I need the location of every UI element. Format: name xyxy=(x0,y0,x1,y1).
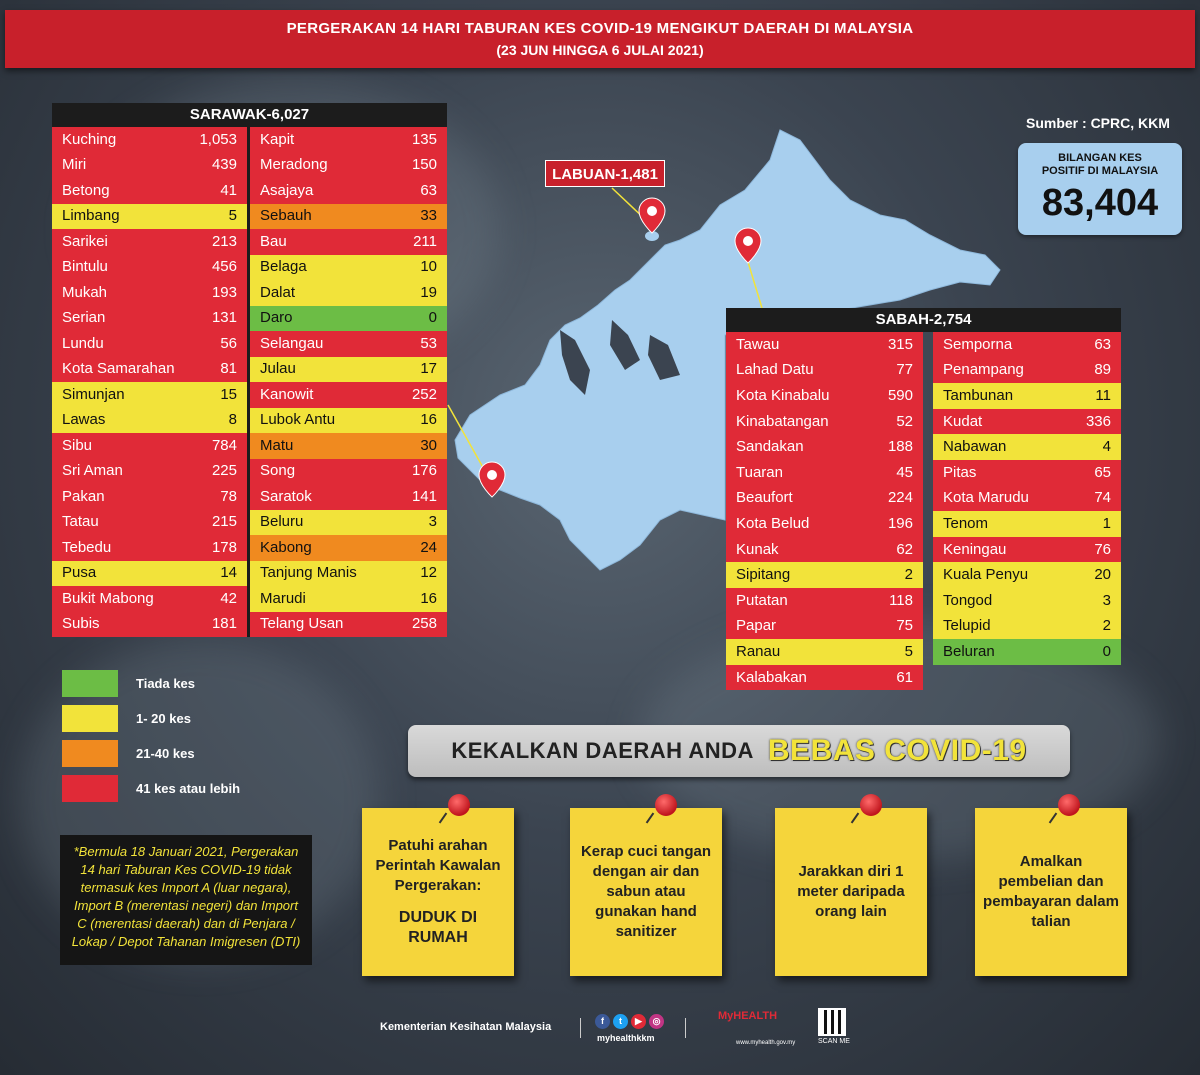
district-row xyxy=(726,460,923,486)
district-cases: 213 xyxy=(211,232,237,250)
sarawak-table xyxy=(52,103,447,637)
district-cases: 17 xyxy=(420,360,437,378)
district-cases: 150 xyxy=(411,156,437,174)
district-cases: 62 xyxy=(896,540,913,558)
district-row xyxy=(933,409,1121,435)
district-name: Tatau xyxy=(62,513,99,531)
district-cases: 11 xyxy=(1095,386,1111,404)
district-cases: 258 xyxy=(411,615,437,633)
district-name: Kuala Penyu xyxy=(943,566,1029,584)
district-row xyxy=(933,486,1121,512)
sarawak-pin-icon xyxy=(479,462,505,497)
district-row xyxy=(726,562,923,588)
legend-swatch xyxy=(62,705,118,732)
district-cases: 784 xyxy=(211,436,237,454)
district-name: Beluran xyxy=(943,642,995,660)
district-cases: 89 xyxy=(1094,361,1111,379)
district-cases: 2 xyxy=(904,566,913,584)
district-cases: 53 xyxy=(420,334,437,352)
district-cases: 456 xyxy=(211,258,237,276)
district-cases: 336 xyxy=(1085,412,1111,430)
district-cases: 14 xyxy=(220,564,237,582)
labuan-pin-icon xyxy=(639,198,665,233)
total-cases-box xyxy=(1018,143,1182,235)
district-cases: 78 xyxy=(220,487,237,505)
district-cases: 211 xyxy=(413,232,437,250)
footnote: *Bermula 18 Januari 2021, Pergerakan 14 hari Taburan Kes COVID-19 tidak termasuk kes Import A (luar negara), Import B (merentasi negeri) dan Import C (merentasi daerah) dan di Penjara / Lokap / Depot Tahanan Imigresen (DTI) xyxy=(60,835,312,965)
district-row xyxy=(250,357,447,383)
district-cases: 45 xyxy=(896,463,913,481)
district-name: Tebedu xyxy=(62,538,112,556)
district-cases: 196 xyxy=(887,514,913,532)
district-name: Pitas xyxy=(943,463,977,481)
district-name: Sri Aman xyxy=(62,462,123,480)
district-cases: 315 xyxy=(887,335,913,353)
district-cases: 56 xyxy=(220,334,237,352)
district-row xyxy=(933,537,1121,563)
district-cases: 176 xyxy=(411,462,437,480)
source-text: Sumber : CPRC, KKM xyxy=(1026,115,1170,131)
district-cases: 42 xyxy=(220,589,237,607)
website-text: www.myhealth.gov.my xyxy=(736,1040,796,1046)
district-row xyxy=(52,153,247,179)
instagram-icon[interactable]: ◎ xyxy=(649,1014,664,1029)
sarawak-column-left xyxy=(52,127,247,637)
district-name: Kota Belud xyxy=(736,514,810,532)
district-name: Mukah xyxy=(62,283,108,301)
district-cases: 118 xyxy=(889,591,913,609)
district-row xyxy=(250,153,447,179)
district-row xyxy=(933,562,1121,588)
district-cases: 131 xyxy=(211,309,237,327)
district-name: Daro xyxy=(260,309,293,327)
district-row xyxy=(52,280,247,306)
district-cases: 5 xyxy=(228,207,237,225)
sticky-note-1: Patuhi arahan Perintah Kawalan Pergerakan: DUDUK DI RUMAH xyxy=(362,808,514,976)
district-name: Nabawan xyxy=(943,438,1007,456)
district-name: Sipitang xyxy=(736,566,791,584)
sticky-note-2: Kerap cuci tangan dengan air dan sabun atau gunakan hand sanitizer xyxy=(570,808,722,976)
sabah-column-left xyxy=(726,332,923,690)
district-row xyxy=(726,537,923,563)
district-row xyxy=(726,332,923,358)
district-name: Julau xyxy=(260,360,296,378)
district-cases: 24 xyxy=(420,538,437,556)
district-name: Kuching xyxy=(62,130,117,148)
ministry-name: Kementerian Kesihatan Malaysia xyxy=(380,1021,552,1033)
district-name: Matu xyxy=(260,436,294,454)
district-row xyxy=(250,306,447,332)
district-cases: 224 xyxy=(887,489,913,507)
district-row xyxy=(250,484,447,510)
district-row xyxy=(933,332,1121,358)
myhealth-logo: MyHEALTH xyxy=(718,1010,778,1022)
district-row xyxy=(250,280,447,306)
district-name: Kinabatangan xyxy=(736,412,829,430)
district-name: Putatan xyxy=(736,591,788,609)
district-cases: 215 xyxy=(211,513,237,531)
sticky-note-4: Amalkan pembelian dan pembayaran dalam talian xyxy=(975,808,1127,976)
district-row xyxy=(933,614,1121,640)
district-cases: 12 xyxy=(420,564,437,582)
district-row xyxy=(52,306,247,332)
district-name: Semporna xyxy=(943,335,1013,353)
district-name: Beluru xyxy=(260,513,304,531)
district-row xyxy=(250,204,447,230)
district-row xyxy=(250,382,447,408)
district-row xyxy=(726,588,923,614)
district-cases: 63 xyxy=(420,181,437,199)
district-row xyxy=(52,357,247,383)
district-cases: 0 xyxy=(1102,642,1111,660)
district-name: Pusa xyxy=(62,564,97,582)
district-row xyxy=(52,127,247,153)
sarawak-column-right xyxy=(247,127,447,637)
district-row xyxy=(250,127,447,153)
district-row xyxy=(52,229,247,255)
district-cases: 75 xyxy=(896,617,913,635)
district-name: Asajaya xyxy=(260,181,314,199)
district-name: Serian xyxy=(62,309,106,327)
sabah-title: SABAH-2,754 xyxy=(726,308,1121,332)
district-name: Lubok Antu xyxy=(260,411,336,429)
twitter-icon[interactable]: t xyxy=(613,1014,628,1029)
district-name: Meradong xyxy=(260,156,328,174)
legend-swatch xyxy=(62,775,118,802)
district-row xyxy=(52,484,247,510)
district-name: Kanowit xyxy=(260,385,314,403)
district-name: Dalat xyxy=(260,283,296,301)
district-cases: 16 xyxy=(420,411,437,429)
district-cases: 76 xyxy=(1094,540,1111,558)
district-row xyxy=(250,612,447,638)
district-row xyxy=(726,486,923,512)
district-row xyxy=(250,433,447,459)
district-row xyxy=(933,434,1121,460)
district-row xyxy=(250,459,447,485)
pushpin-icon xyxy=(655,794,677,816)
district-cases: 193 xyxy=(211,283,237,301)
district-cases: 81 xyxy=(220,360,237,378)
sabah-column-right xyxy=(923,332,1121,690)
facebook-icon[interactable]: f xyxy=(595,1014,610,1029)
legend xyxy=(62,666,240,806)
district-cases: 10 xyxy=(420,258,437,276)
district-cases: 65 xyxy=(1094,463,1111,481)
district-cases: 1 xyxy=(1102,514,1111,532)
district-name: Bintulu xyxy=(62,258,108,276)
district-name: Simunjan xyxy=(62,385,125,403)
district-name: Tanjung Manis xyxy=(260,564,357,582)
district-name: Sandakan xyxy=(736,438,804,456)
district-cases: 1,053 xyxy=(199,130,237,148)
district-name: Betong xyxy=(62,181,110,199)
district-name: Tenom xyxy=(943,514,989,532)
legend-item xyxy=(62,736,240,771)
social-handle: myhealthkkm xyxy=(597,1033,655,1043)
district-name: Telupid xyxy=(943,617,991,635)
district-cases: 188 xyxy=(887,438,913,456)
district-row xyxy=(52,510,247,536)
district-name: Kota Kinabalu xyxy=(736,386,830,404)
district-name: Selangau xyxy=(260,334,324,352)
district-row xyxy=(726,434,923,460)
district-name: Tongod xyxy=(943,591,993,609)
district-cases: 135 xyxy=(411,130,437,148)
district-row xyxy=(52,255,247,281)
district-row xyxy=(250,178,447,204)
district-name: Beaufort xyxy=(736,489,793,507)
district-cases: 20 xyxy=(1094,566,1111,584)
district-row xyxy=(52,178,247,204)
district-cases: 3 xyxy=(428,513,437,531)
qr-code-icon[interactable] xyxy=(818,1008,846,1036)
legend-label: 21-40 kes xyxy=(136,746,195,761)
district-name: Sebauh xyxy=(260,207,312,225)
district-cases: 8 xyxy=(228,411,237,429)
district-cases: 19 xyxy=(420,283,437,301)
qr-label: SCAN ME xyxy=(818,1038,850,1045)
pushpin-icon xyxy=(860,794,882,816)
district-row xyxy=(726,409,923,435)
district-name: Song xyxy=(260,462,296,480)
legend-item xyxy=(62,771,240,806)
page-subtitle: (23 JUN HINGGA 6 JULAI 2021) xyxy=(496,42,704,58)
district-cases: 2 xyxy=(1102,617,1111,635)
district-name: Keningau xyxy=(943,540,1007,558)
district-row xyxy=(52,433,247,459)
district-row xyxy=(933,639,1121,665)
district-cases: 3 xyxy=(1102,591,1111,609)
page-title: PERGERAKAN 14 HARI TABURAN KES COVID-19 MENGIKUT DAERAH DI MALAYSIA xyxy=(286,20,914,37)
total-cases-value: 83,404 xyxy=(1041,182,1159,224)
district-row xyxy=(52,459,247,485)
sarawak-title: SARAWAK-6,027 xyxy=(52,103,447,127)
district-name: Kota Samarahan xyxy=(62,360,175,378)
district-row xyxy=(726,665,923,691)
district-row xyxy=(52,331,247,357)
district-cases: 439 xyxy=(211,156,237,174)
district-name: Papar xyxy=(736,617,777,635)
district-row xyxy=(726,358,923,384)
district-name: Kapit xyxy=(260,130,295,148)
district-name: Kabong xyxy=(260,538,312,556)
divider xyxy=(580,1018,581,1038)
district-cases: 590 xyxy=(887,386,913,404)
slogan-banner xyxy=(408,725,1070,777)
district-row xyxy=(52,561,247,587)
district-row xyxy=(726,511,923,537)
district-name: Marudi xyxy=(260,589,306,607)
district-row xyxy=(250,561,447,587)
district-row xyxy=(250,408,447,434)
sabah-table xyxy=(726,308,1121,690)
district-name: Subis xyxy=(62,615,100,633)
district-cases: 63 xyxy=(1094,335,1111,353)
district-row xyxy=(52,535,247,561)
district-cases: 181 xyxy=(211,615,237,633)
pushpin-icon xyxy=(1058,794,1080,816)
district-cases: 30 xyxy=(420,436,437,454)
district-row xyxy=(250,535,447,561)
district-row xyxy=(250,510,447,536)
total-cases-label: BILANGAN KES POSITIF DI MALAYSIA xyxy=(1041,152,1159,177)
district-cases: 74 xyxy=(1094,489,1111,507)
legend-swatch xyxy=(62,740,118,767)
district-name: Sarikei xyxy=(62,232,108,250)
legend-item xyxy=(62,701,240,736)
district-cases: 0 xyxy=(428,309,437,327)
legend-item xyxy=(62,666,240,701)
legend-label: Tiada kes xyxy=(136,676,196,691)
district-row xyxy=(933,588,1121,614)
district-cases: 178 xyxy=(211,538,237,556)
district-name: Bau xyxy=(260,232,287,250)
district-cases: 5 xyxy=(904,642,913,660)
district-name: Lawas xyxy=(62,411,106,429)
labuan-label: LABUAN-1,481 xyxy=(545,160,665,187)
district-row xyxy=(250,331,447,357)
social-icons xyxy=(595,1014,664,1029)
legend-label: 1- 20 kes xyxy=(136,711,191,726)
district-cases: 252 xyxy=(411,385,437,403)
district-name: Telang Usan xyxy=(260,615,344,633)
district-row xyxy=(933,511,1121,537)
district-row xyxy=(933,358,1121,384)
district-name: Sibu xyxy=(62,436,93,454)
district-name: Kudat xyxy=(943,412,983,430)
district-row xyxy=(52,382,247,408)
district-row xyxy=(726,639,923,665)
district-name: Bukit Mabong xyxy=(62,589,154,607)
district-name: Tawau xyxy=(736,335,780,353)
district-row xyxy=(726,614,923,640)
district-cases: 77 xyxy=(896,361,913,379)
district-cases: 225 xyxy=(211,462,237,480)
district-cases: 52 xyxy=(896,412,913,430)
district-cases: 141 xyxy=(411,487,437,505)
district-row xyxy=(933,460,1121,486)
district-name: Ranau xyxy=(736,642,781,660)
district-row xyxy=(52,204,247,230)
district-row xyxy=(933,383,1121,409)
district-cases: 15 xyxy=(220,385,237,403)
district-name: Tambunan xyxy=(943,386,1014,404)
district-name: Lahad Datu xyxy=(736,361,814,379)
district-cases: 33 xyxy=(420,207,437,225)
sticky-note-3: Jarakkan diri 1 meter daripada orang lain xyxy=(775,808,927,976)
district-name: Pakan xyxy=(62,487,105,505)
pushpin-icon xyxy=(448,794,470,816)
legend-label: 41 kes atau lebih xyxy=(136,781,241,796)
legend-swatch xyxy=(62,670,118,697)
district-name: Saratok xyxy=(260,487,312,505)
district-cases: 61 xyxy=(896,668,913,686)
district-row xyxy=(250,229,447,255)
district-name: Penampang xyxy=(943,361,1024,379)
youtube-icon[interactable]: ▶ xyxy=(631,1014,646,1029)
district-name: Limbang xyxy=(62,207,120,225)
district-name: Lundu xyxy=(62,334,104,352)
district-name: Kunak xyxy=(736,540,779,558)
district-cases: 16 xyxy=(420,589,437,607)
district-name: Kalabakan xyxy=(736,668,807,686)
slogan-part2: BEBAS COVID-19 xyxy=(767,734,1027,767)
district-name: Kota Marudu xyxy=(943,489,1029,507)
district-row xyxy=(52,586,247,612)
slogan-part1: KEKALKAN DAERAH ANDA xyxy=(451,738,754,763)
district-name: Tuaran xyxy=(736,463,783,481)
district-name: Belaga xyxy=(260,258,307,276)
district-row xyxy=(52,612,247,638)
district-row xyxy=(52,408,247,434)
district-row xyxy=(250,586,447,612)
divider xyxy=(685,1018,686,1038)
district-cases: 41 xyxy=(220,181,237,199)
district-row xyxy=(250,255,447,281)
district-cases: 4 xyxy=(1102,438,1111,456)
district-row xyxy=(726,383,923,409)
district-name: Miri xyxy=(62,156,87,174)
